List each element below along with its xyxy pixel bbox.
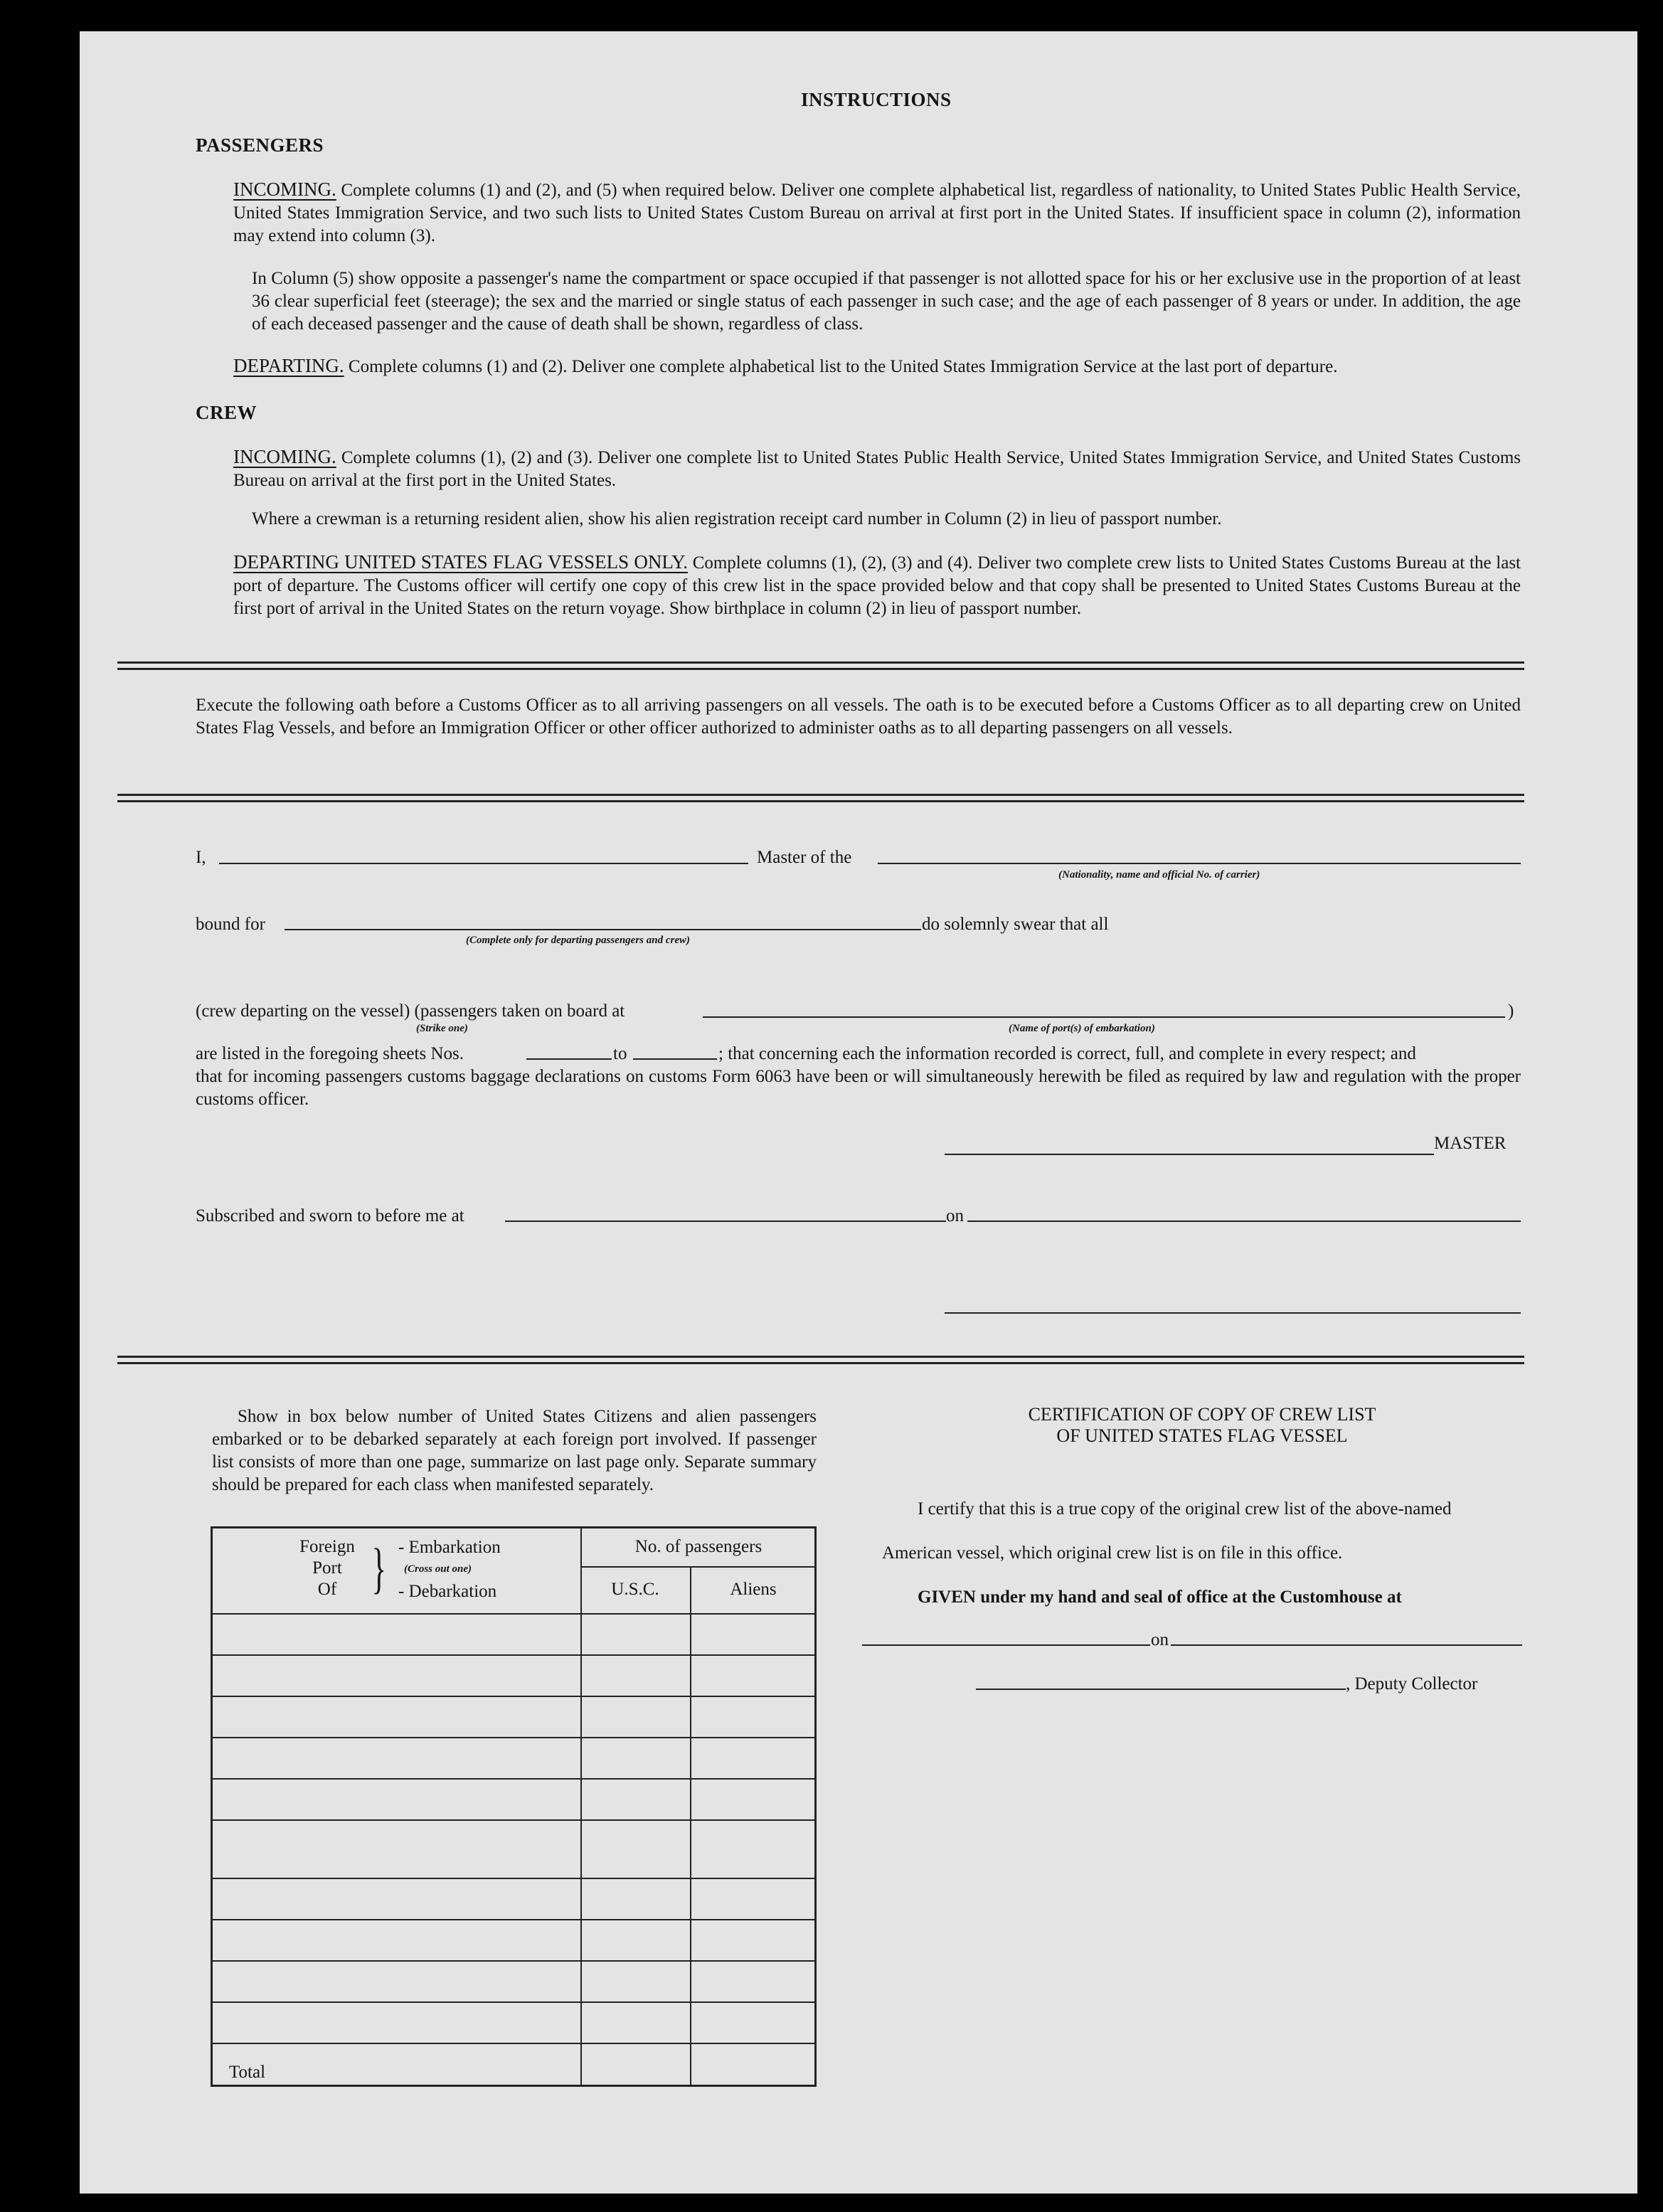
section-divider bbox=[117, 661, 1524, 670]
listed-continuation: that for incoming passengers customs baggage declarations on customs Form 6063 have been or will simultaneously herewith be filed as required by law and regulation with the proper customs officer. bbox=[196, 1067, 1521, 1109]
crew-incoming-label: INCOMING. bbox=[233, 446, 336, 467]
table-row bbox=[212, 1737, 817, 1738]
deputy-signature-field[interactable] bbox=[976, 1689, 1346, 1690]
table-row bbox=[212, 1819, 817, 1821]
cert-on-label: on bbox=[1151, 1630, 1169, 1649]
american-vessel-text: American vessel, which original crew list is on file in this office. bbox=[882, 1543, 1343, 1563]
usc-header: U.S.C. bbox=[611, 1580, 659, 1599]
summary-instructions: Show in box below number of United States Citizens and alien passengers embarked or to be debarked separately at each foreign port involved. If passenger list consists of more than one page, summarize on last page only. Separate summary should be prepared for each class when manifested separately. bbox=[212, 1407, 817, 1494]
carrier-caption: (Nationality, name and official No. of carrier) bbox=[1058, 869, 1260, 881]
oath-i-label: I, bbox=[196, 848, 206, 867]
foreign-label: Foreign bbox=[299, 1537, 355, 1556]
given-text: GIVEN under my hand and seal of office at the Customhouse at bbox=[918, 1588, 1402, 1607]
passengers-departing-text: Complete columns (1) and (2). Deliver one complete alphabetical list to the United States Immigration Service at the last port of departure. bbox=[348, 357, 1338, 376]
certify-text: I certify that this is a true copy of the original crew list of the above-named bbox=[918, 1499, 1452, 1519]
aliens-header: Aliens bbox=[730, 1580, 777, 1599]
crew-resident-paragraph: Where a crewman is a returning resident alien, show his alien registration receipt card number in Column (2) in lieu of passport number. bbox=[252, 509, 1222, 528]
crew-departing-paragraph bbox=[233, 551, 1521, 620]
master-signature-field[interactable] bbox=[945, 1154, 1434, 1155]
passengers-incoming-label: INCOMING. bbox=[233, 179, 336, 200]
table-row bbox=[212, 2043, 817, 2044]
sheet-from-field[interactable] bbox=[526, 1058, 612, 1060]
sworn-on-label: on bbox=[946, 1206, 964, 1225]
total-label: Total bbox=[229, 2063, 266, 2082]
crew-passengers-label: (crew departing on the vessel) (passengers taken on board at bbox=[196, 1001, 625, 1021]
embarkation-ports-field[interactable] bbox=[703, 1016, 1505, 1018]
swear-label: do solemnly swear that all bbox=[922, 915, 1109, 934]
passengers-incoming-paragraph bbox=[233, 178, 1521, 248]
master-of-label: Master of the bbox=[757, 848, 852, 867]
deputy-collector-label: , Deputy Collector bbox=[1346, 1674, 1478, 1693]
oath-divider bbox=[117, 794, 1524, 802]
crew-incoming-paragraph bbox=[233, 445, 1521, 492]
close-paren: ) bbox=[1508, 1001, 1514, 1021]
cross-out-caption: (Cross out one) bbox=[404, 1563, 472, 1575]
customhouse-field[interactable] bbox=[862, 1644, 1150, 1646]
port-label: Port bbox=[312, 1558, 342, 1578]
certification-title-line2: OF UNITED STATES FLAG VESSEL bbox=[1056, 1425, 1348, 1446]
table-row bbox=[212, 1919, 817, 1920]
page-title: INSTRUCTIONS bbox=[801, 89, 952, 110]
crew-departing-text: Complete columns (1), (2), (3) and (4). Deliver two complete crew lists to United States Customs Bureau at the last port of departure. The Customs officer will certify one copy of this crew list in the space provided below and that copy shall be presented to United States Customs Bureau at the first port of arrival in the United States on the return voyage. Show birthplace in column (2) in lieu of passport number. bbox=[233, 553, 1521, 618]
no-passengers-header: No. of passengers bbox=[634, 1537, 763, 1556]
bound-for-label: bound for bbox=[196, 915, 265, 934]
table-row bbox=[212, 1960, 817, 1962]
bound-caption: (Complete only for departing passengers and crew) bbox=[466, 935, 690, 946]
carrier-field[interactable] bbox=[878, 863, 1521, 864]
table-col-divider-2 bbox=[690, 1566, 691, 2087]
strike-caption: (Strike one) bbox=[416, 1023, 468, 1034]
passengers-column5-paragraph: In Column (5) show opposite a passenger's name the compartment or space occupied if that passenger is not allotted space for his or her exclusive use in the proportion of at least 36 clear superficial feet (steerage); the sex and the married or single status of each passenger in such case; and the age of each passenger of 8 years or under. In addition, the age of each deceased passenger and the cause of death shall be shown, regardless of class. bbox=[252, 269, 1521, 334]
table-row bbox=[212, 1778, 817, 1780]
sworn-place-field[interactable] bbox=[505, 1221, 946, 1222]
crew-heading: CREW bbox=[196, 402, 257, 423]
certification-title bbox=[854, 1404, 1551, 1447]
cert-date-field[interactable] bbox=[1171, 1644, 1522, 1646]
to-label: to bbox=[613, 1044, 627, 1063]
ports-caption: (Name of port(s) of embarkation) bbox=[1009, 1023, 1155, 1034]
listed-suffix: ; that concerning each the information recorded is correct, full, and complete in every respect; and bbox=[718, 1044, 1416, 1063]
subscribed-label: Subscribed and sworn to before me at bbox=[196, 1206, 464, 1225]
of-label: Of bbox=[317, 1580, 337, 1599]
crew-incoming-text: Complete columns (1), (2) and (3). Deliver one complete list to United States Public Health Service, United States Immigration Service, and United States Customs Bureau on arrival at the first port in the United States. bbox=[233, 448, 1521, 490]
sheet-to-field[interactable] bbox=[633, 1058, 717, 1060]
master-name-field[interactable] bbox=[219, 863, 748, 864]
table-subheader-line bbox=[580, 1566, 817, 1568]
passengers-incoming-text: Complete columns (1) and (2), and (5) when required below. Deliver one complete alphabetical list, regardless of nationality, to United States Public Health Service, United States Immigration Service, and two such lists to United States Custom Bureau on arrival at first port in the United States. If insufficient space in column (2), information may extend into column (3). bbox=[233, 181, 1521, 245]
bound-for-field[interactable] bbox=[285, 929, 921, 930]
brace-icon: } bbox=[371, 1537, 387, 1599]
listed-prefix: are listed in the foregoing sheets Nos. bbox=[196, 1044, 464, 1063]
table-row bbox=[212, 1878, 817, 1879]
master-label: MASTER bbox=[1434, 1134, 1507, 1153]
sworn-date-field[interactable] bbox=[967, 1221, 1521, 1222]
debarkation-label: - Debarkation bbox=[398, 1582, 497, 1601]
officer-signature-field[interactable] bbox=[945, 1312, 1521, 1314]
embarkation-label: - Embarkation bbox=[398, 1538, 501, 1557]
table-row bbox=[212, 1613, 817, 1615]
passengers-departing-paragraph bbox=[233, 354, 1521, 378]
oath-intro: Execute the following oath before a Customs Officer as to all arriving passengers on all vessels. The oath is to be executed before a Customs Officer as to all departing crew on United States Flag Vessels, and before an Immigration Officer or other officer authorized to administer oaths as to all departing passengers on all vessels. bbox=[196, 696, 1521, 738]
table-row bbox=[212, 1654, 817, 1656]
crew-departing-label: DEPARTING UNITED STATES FLAG VESSELS ONLY. bbox=[233, 551, 688, 573]
certification-title-line1: CERTIFICATION OF COPY OF CREW LIST bbox=[1028, 1404, 1376, 1425]
passengers-departing-label: DEPARTING. bbox=[233, 355, 344, 376]
table-row bbox=[212, 2001, 817, 2003]
table-row bbox=[212, 1696, 817, 1697]
foreign-port-header bbox=[281, 1536, 373, 1600]
passengers-heading: PASSENGERS bbox=[196, 134, 324, 156]
lower-divider bbox=[117, 1356, 1524, 1364]
